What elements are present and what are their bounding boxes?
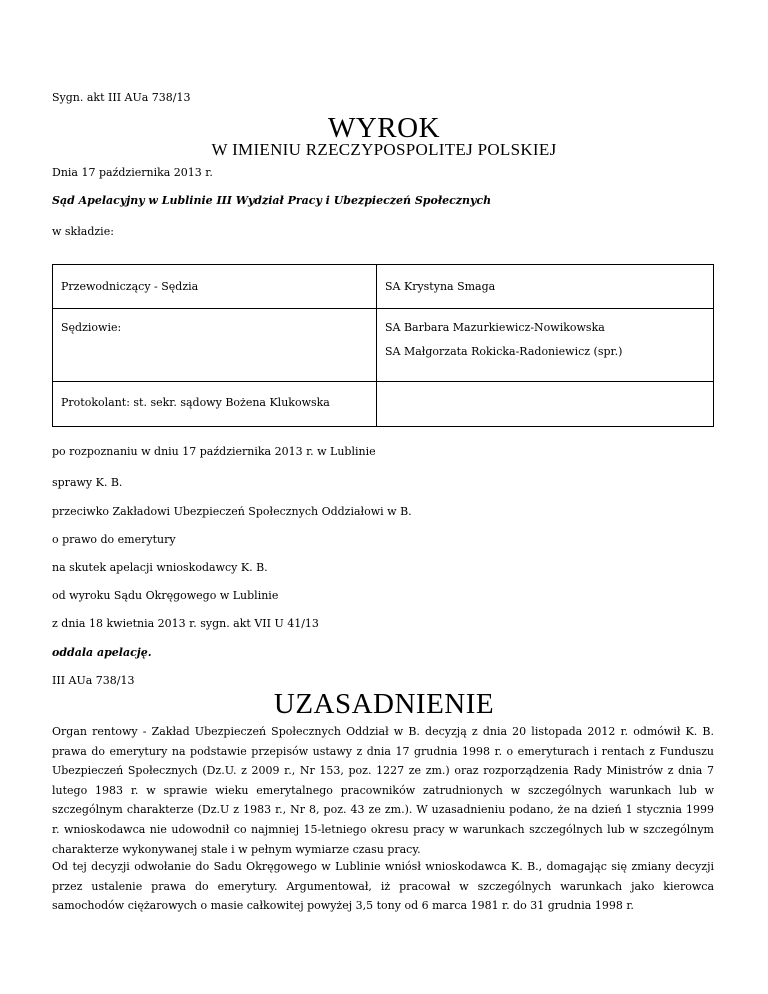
ruling-line-1: po rozpoznaniu w dniu 17 października 2013 r. w Lublinie (52, 445, 376, 458)
judge-1: SA Barbara Mazurkiewicz-Nowikowska (385, 321, 605, 334)
judge-2: SA Małgorzata Rokicka-Radoniewicz (spr.) (385, 345, 623, 358)
composition-table (52, 264, 714, 427)
ruling-line-2: sprawy K. B. (52, 476, 123, 489)
judges-cell (377, 309, 714, 382)
ruling-line-6: od wyroku Sądu Okręgowego w Lublinie (52, 589, 279, 602)
justification-paragraph-1: Organ rentowy - Zakład Ubezpieczeń Społecznych Oddział w B. decyzją z dnia 20 listopada 2012 r. odmówił K. B. prawa do emerytury na podstawie przepisów ustawy z dnia 17 grudnia 1998 r. o emeryturach i rentach z Funduszu Ubezpieczeń Społecznych (Dz.U. z 2009 r., Nr 153, poz. 1227 ze zm.) oraz rozporządzenia Rady Ministrów z dnia 7 lutego 1983 r. w sprawie wieku emerytalnego pracowników zatrudnionych w szczególnych warunkach lub w szczególnym charakterze (Dz.U z 1983 r., Nr 8, poz. 43 ze zm.). W uzasadnieniu podano, że na dzień 1 stycznia 1999 r. wnioskodawca nie udowodnił co najmniej 15-letniego okresu pracy w warunkach szczególnych lub w szczególnym charakterze wykonywanej stale i w pełnym wymiarze czasu pracy. (52, 725, 714, 856)
ruling-decision: oddala apelację. (52, 646, 152, 659)
justification-title: UZASADNIENIE (273, 688, 495, 720)
empty-cell (377, 382, 714, 427)
chair-name: SA Krystyna Smaga (377, 265, 714, 309)
ruling-line-3: przeciwko Zakładowi Ubezpieczeń Społecznych Oddziałowi w B. (52, 505, 412, 518)
court-name: Sąd Apelacyjny w Lublinie III Wydział Pracy i Ubezpieczeń Społecznych (52, 194, 492, 207)
chair-label: Przewodniczący - Sędzia (53, 265, 377, 309)
judgment-title: WYROK (327, 112, 441, 144)
judges-label: Sędziowie: (53, 309, 377, 382)
composition-intro: w składzie: (52, 225, 114, 238)
ruling-line-7: z dnia 18 kwietnia 2013 r. sygn. akt VII U 41/13 (52, 617, 319, 630)
justification-paragraph-2: Od tej decyzji odwołanie do Sadu Okręgowego w Lublinie wniósł wnioskodawca K. B., domagając się zmiany decyzji przez ustalenie prawa do emerytury. Argumentował, iż pracował w szczególnych warunkach jako kierowca samochodów ciężarowych o masie całkowitej powyżej 3,5 tony od 6 marca 1981 r. do 31 grudnia 1998 r. (52, 860, 714, 913)
judgment-date: Dnia 17 października 2013 r. (52, 166, 213, 179)
ruling-line-5: na skutek apelacji wnioskodawcy K. B. (52, 561, 268, 574)
justification-case-number: III AUa 738/13 (52, 674, 135, 687)
ruling-line-4: o prawo do emerytury (52, 533, 176, 546)
case-number: Sygn. akt III AUa 738/13 (52, 91, 191, 104)
clerk: Protokolant: st. sekr. sądowy Bożena Klukowska (53, 382, 377, 427)
judgment-subtitle: W IMIENIU RZECZYPOSPOLITEJ POLSKIEJ (211, 140, 557, 159)
